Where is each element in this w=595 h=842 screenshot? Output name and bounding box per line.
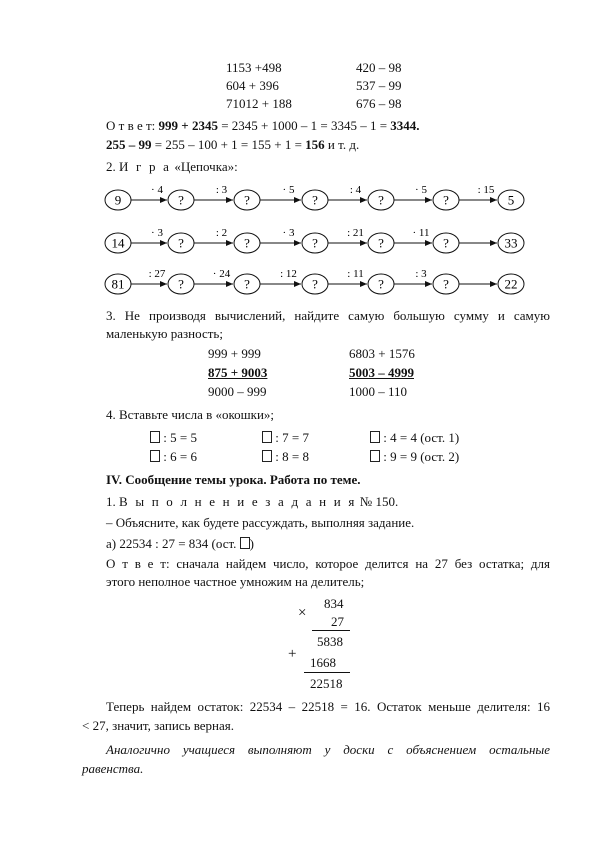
chain-operation: · 3 (151, 227, 163, 239)
mult-times-sign: × (298, 605, 307, 621)
chain-node-label: 9 (114, 192, 122, 208)
example-text: а) 22534 : 27 = 834 (ост. (106, 536, 237, 551)
game-heading (106, 159, 238, 175)
task4-r1c3: : 4 = 4 (ост. 1) (370, 430, 459, 446)
exercise-left-1: 1153 +498 (226, 60, 282, 75)
task4-r2c3: : 9 = 9 (ост. 2) (370, 449, 459, 465)
chain-node-label: 14 (111, 235, 125, 251)
chain-node-label: ? (244, 192, 250, 208)
task3-right-1: 6803 + 1576 (349, 346, 415, 361)
chain-node-label: ? (378, 276, 384, 292)
chain-node-label: ? (312, 235, 318, 251)
task150-title: В ы п о л н е н и е з а д а н и я (119, 494, 357, 509)
mult-factor2: 27 (331, 614, 344, 629)
chain-operation: · 5 (282, 184, 295, 196)
answer-line-1 (106, 118, 420, 134)
task3-left-3: 9000 – 999 (208, 384, 267, 399)
answer2-steps: = 255 – 100 + 1 = 155 + 1 = (154, 137, 302, 152)
remainder-block (82, 697, 550, 735)
mult-factor1: 834 (324, 596, 344, 611)
chain-operation: : 15 (477, 184, 495, 196)
answer3-line2: этого неполное частное умножим на делитель; (106, 574, 365, 589)
answer-box[interactable] (370, 431, 380, 443)
chain-node-label: 81 (111, 276, 125, 292)
game-number: 2. (106, 159, 116, 174)
mult-result: 22518 (310, 676, 343, 691)
answer3-block (106, 555, 550, 591)
chain-operation: · 11 (412, 227, 430, 239)
exercise-right-2: 537 – 99 (356, 78, 402, 93)
chain-node-label: ? (178, 192, 184, 208)
task3-left-2: 875 + 9003 (208, 365, 268, 380)
game-title: И г р а (119, 159, 172, 174)
chain-operation: · 5 (415, 184, 427, 196)
answer-line-2 (106, 137, 359, 153)
mult-partial1: 5838 (317, 634, 343, 649)
exercise-right-3: 676 – 98 (356, 96, 402, 111)
chain-node-label: ? (378, 192, 384, 208)
answer2-etc: и т. д. (327, 137, 360, 152)
task4-r1c2: : 7 = 7 (262, 430, 309, 446)
chain-operation: · 24 (212, 268, 231, 280)
answer-label: О т в е т: (106, 118, 156, 133)
chain-node-label: ? (312, 192, 318, 208)
answer-box[interactable] (150, 450, 160, 462)
answer2-result: 156 (305, 137, 325, 152)
mult-plus-sign: + (288, 646, 297, 662)
example-close: ) (249, 536, 255, 551)
final-line2: равенства. (82, 761, 144, 776)
answer3-line1: О т в е т: сначала найдем число, которое делится на 27 без остатка; для (106, 556, 550, 571)
chain-operation: : 21 (347, 227, 364, 239)
task3-line1: 3. Не производя вычислений, найдите самую большую сумму и самую (106, 308, 550, 323)
answer-result: 3344. (390, 118, 420, 133)
chain-node-label: 33 (504, 235, 518, 251)
chain-operation: · 4 (151, 184, 163, 196)
chain-node-label: ? (378, 235, 384, 251)
task4-r2c2: : 8 = 8 (262, 449, 309, 465)
task150-prefix: 1. (106, 494, 116, 509)
remainder-line2: < 27, значит, запись верная. (82, 718, 235, 733)
answer-box[interactable] (370, 450, 380, 462)
chain-operation: : 2 (215, 227, 228, 239)
chain-node-label: ? (312, 276, 318, 292)
task150-number: № 150. (359, 494, 399, 509)
answer-box[interactable] (262, 450, 272, 462)
remainder-line1: Теперь найдем остаток: 22534 – 22518 = 16. Остаток меньше делителя: 16 (106, 699, 550, 714)
chains (105, 184, 524, 294)
answer-box[interactable] (262, 431, 272, 443)
final-block (82, 740, 550, 778)
final-line1: Аналогично учащиеся выполняют у доски с объяснением остальные (106, 742, 550, 757)
chain-node-label: ? (443, 192, 449, 208)
chain-node-label: ? (178, 276, 184, 292)
chain-node-label: ? (244, 235, 250, 251)
explain-line: – Объясните, как будете рассуждать, выполняя задание. (106, 515, 415, 530)
chain-node-label: ? (244, 276, 250, 292)
chain-node-label: ? (178, 235, 184, 251)
chain-operation: : 12 (280, 268, 297, 280)
chain-node-label: ? (443, 276, 449, 292)
chain-node-label: ? (443, 235, 449, 251)
task3-right-2: 5003 – 4999 (349, 365, 414, 380)
chain-operation: : 3 (415, 268, 427, 280)
answer2-expression: 255 – 99 (106, 137, 152, 152)
answer-steps: = 2345 + 1000 – 1 = 3345 – 1 = (221, 118, 388, 133)
chain-operation: : 27 (148, 268, 166, 280)
section-heading: IV. Сообщение темы урока. Работа по теме. (106, 472, 361, 487)
example-line (106, 536, 254, 552)
chain-diagram (0, 180, 595, 310)
task3-text (106, 307, 550, 343)
exercise-right-1: 420 – 98 (356, 60, 402, 75)
exercise-left-2: 604 + 396 (226, 78, 279, 93)
game-name: «Цепочка»: (174, 159, 238, 174)
chain-node-label: 22 (504, 276, 518, 292)
task4-r1c1: : 5 = 5 (150, 430, 197, 446)
answer-box[interactable] (150, 431, 160, 443)
mult-partial2: 1668 (310, 655, 336, 670)
mult-line1 (312, 630, 350, 631)
task3-left-1: 999 + 999 (208, 346, 261, 361)
mult-line2 (304, 672, 350, 673)
answer-box[interactable] (240, 537, 250, 549)
task3-right-3: 1000 – 110 (349, 384, 408, 399)
chain-operation: : 3 (215, 184, 228, 196)
chain-node-label: 5 (507, 192, 515, 208)
exercise-left-3: 71012 + 188 (226, 96, 292, 111)
chain-operation: : 4 (349, 184, 362, 196)
task4-title: 4. Вставьте числа в «окошки»; (106, 407, 275, 422)
task3-line2: маленькую разность; (106, 326, 223, 341)
answer-expression: 999 + 2345 (158, 118, 218, 133)
task4-r2c1: : 6 = 6 (150, 449, 197, 465)
chain-operation: : 11 (347, 268, 364, 280)
chain-operation: · 3 (282, 227, 295, 239)
task150-heading (106, 494, 398, 510)
